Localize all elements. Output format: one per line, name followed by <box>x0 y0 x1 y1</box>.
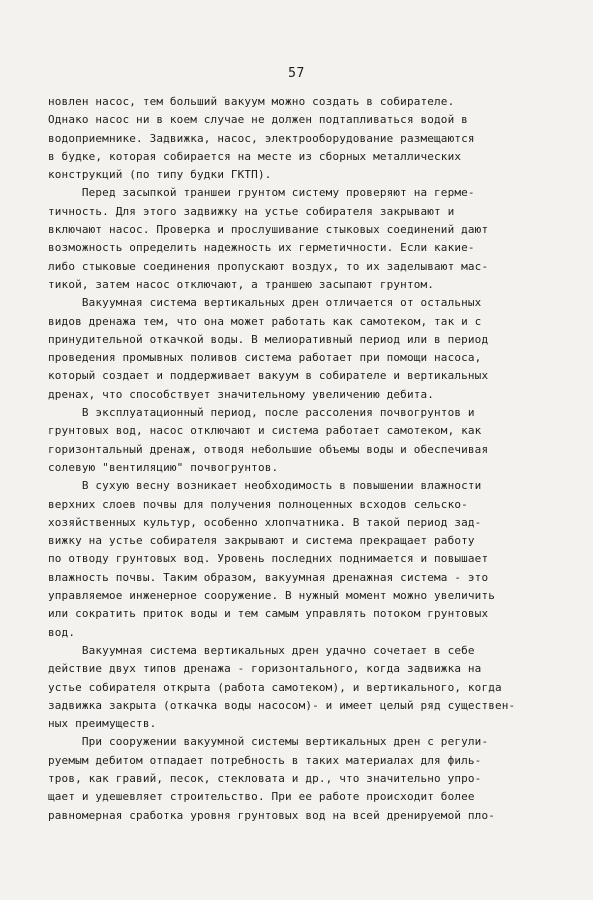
text-line: водоприемнике. Задвижка, насос, электрооборудование размещаются <box>48 131 475 145</box>
text-line: руемым дебитом отпадает потребность в таких материалах для филь- <box>48 753 482 767</box>
text-line: в будке, которая собирается на месте из сборных металлических <box>48 149 462 163</box>
text-line: конструкций (по типу будки ГКТП). <box>48 168 272 182</box>
text-line: вод. <box>48 625 76 639</box>
page-number: 57 <box>288 66 305 81</box>
text-line: новлен насос, тем больший вакуум можно создать в собирателе. <box>48 95 455 108</box>
text-line: действие двух типов дренажа - горизонтального, когда задвижка на <box>48 662 482 676</box>
text-line: тикой, затем насос отключают, а траншею засыпают грунтом. <box>48 277 435 291</box>
text-line: Однако насос ни в коем случае не должен подтапливаться водой в <box>48 113 468 127</box>
text-line: устье собирателя открыта (работа самотеком), и вертикального, когда <box>48 680 502 694</box>
text-line: щает и удешевляет строительство. При ее работе происходит более <box>48 790 475 804</box>
text-line: вижку на устье собирателя закрывают и система прекращает работу <box>48 534 475 548</box>
text-line: солевую "вентиляцию" почвогрунтов. <box>48 460 279 474</box>
text-line: верхних слоев почвы для получения полноценных всходов сельско- <box>48 497 468 511</box>
text-line: грунтовых вод, насос отключают и система работает самотеком, как <box>48 424 482 438</box>
body-text <box>48 93 568 825</box>
text-line: тичность. Для этого задвижку на устье собирателя закрывают и <box>48 204 455 218</box>
text-line: В сухую весну возникает необходимость в повышении влажности <box>48 479 482 493</box>
text-line: Перед засыпкой траншеи грунтом систему проверяют на герме- <box>48 186 475 200</box>
text-line: или сократить приток воды и тем самым управлять потоком грунтовых <box>48 607 489 621</box>
text-line: возможность определить надежность их герметичности. Если какие- <box>48 241 475 255</box>
text-line: В эксплуатационный период, после рассоления почвогрунтов и <box>48 406 475 420</box>
text-line: Вакуумная система вертикальных дрен удачно сочетает в себе <box>48 643 475 657</box>
text-line: тров, как гравий, песок, стекловата и др., что значительно упро- <box>48 771 482 785</box>
text-line: по отводу грунтовых вод. Уровень последних поднимается и повышает <box>48 552 489 566</box>
text-line: дренах, что способствует значительному увеличению дебита. <box>48 387 435 401</box>
text-line: равномерная сработка уровня грунтовых вод на всей дренируемой пло- <box>48 808 495 822</box>
text-line: задвижка закрыта (откачка воды насосом)- и имеет целый ряд существен- <box>48 698 516 712</box>
text-line: либо стыковые соединения пропускают воздух, то их заделывают мас- <box>48 259 489 273</box>
text-line: ных преимуществ. <box>48 717 157 731</box>
text-line: принудительной откачкой воды. В мелиоративный период или в период <box>48 332 489 346</box>
text-line: который создает и поддерживает вакуум в собирателе и вертикальных <box>48 369 489 383</box>
text-line: включают насос. Проверка и прослушивание стыковых соединений дают <box>48 223 489 237</box>
text-line: управляемое инженерное сооружение. В нужный момент можно увеличить <box>48 589 495 603</box>
text-line: Вакуумная система вертикальных дрен отличается от остальных <box>48 296 482 310</box>
text-line: горизонтальный дренаж, отводя небольшие объемы воды и обеспечивая <box>48 442 489 456</box>
text-line: проведения промывных поливов система работает при помощи насоса, <box>48 351 482 365</box>
text-line: При сооружении вакуумной системы вертикальных дрен с регули- <box>48 735 489 749</box>
text-line: хозяйственных культур, особенно хлопчатника. В такой период зад- <box>48 515 482 529</box>
text-line: видов дренажа тем, что она может работать как самотеком, так и с <box>48 314 482 328</box>
text-line: влажность почвы. Таким образом, вакуумная дренажная система - это <box>48 570 489 584</box>
